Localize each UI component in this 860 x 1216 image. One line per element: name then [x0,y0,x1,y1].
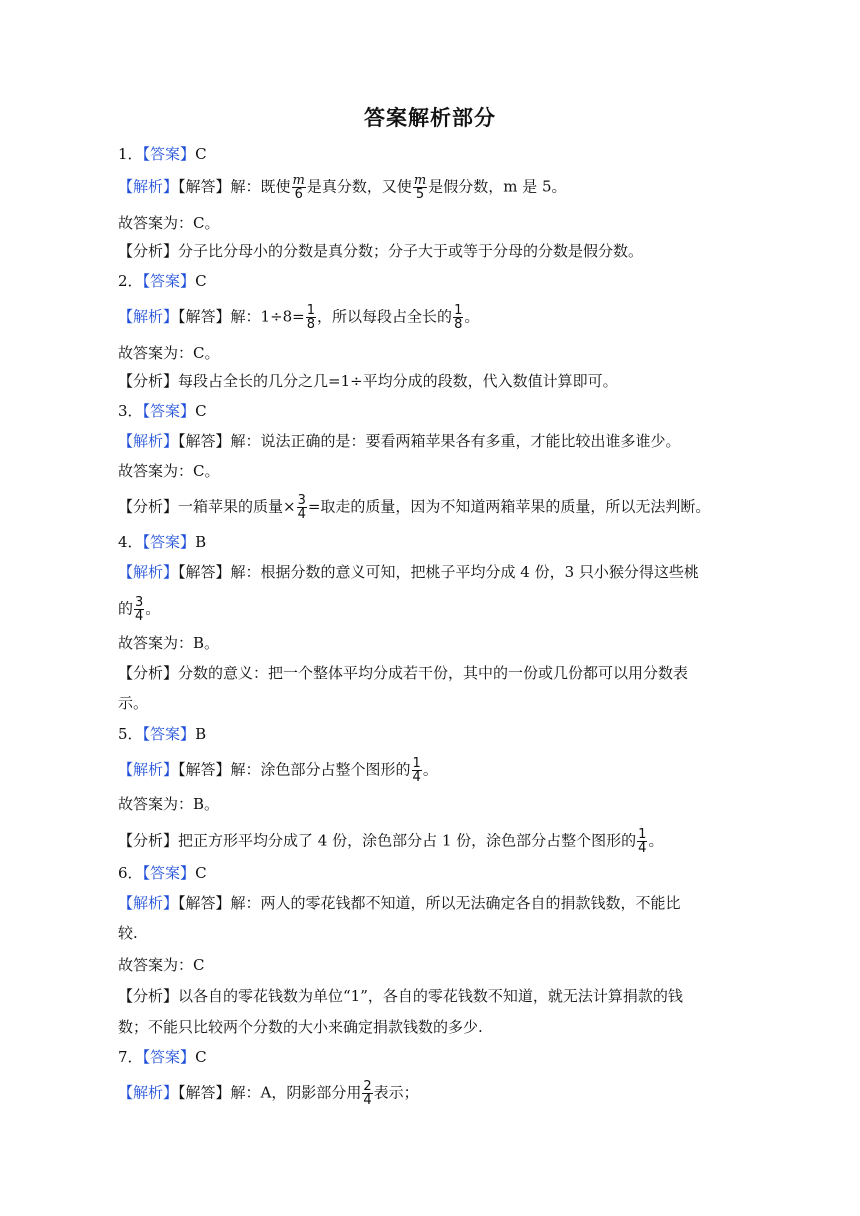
q2-answer-line [118,270,742,292]
analysis-tag: 【解析】 [118,760,179,779]
question-number: 6． [118,864,143,882]
question-number: 3． [118,402,143,420]
solution-text: 解：1÷8= [230,307,305,326]
solution-text: ，所以每段占全长的 [317,307,453,326]
fraction [362,1080,372,1107]
q3-result: 故答案为：C。 [118,462,220,480]
q2-result: 故答案为：C。 [118,344,220,362]
denominator: 8 [306,317,316,332]
denominator: 4 [297,507,306,522]
q6-solution-line [118,892,742,914]
fraction [412,757,422,784]
answer-value: C [195,1048,207,1066]
denominator: 4 [135,609,144,624]
q7-solution-line [118,1080,742,1107]
fraction [292,174,306,201]
answer-tag: 【答案】 [142,725,196,743]
q4-answer-line [118,531,742,553]
q3-analysis [118,494,742,521]
q1-analysis: 【分析】分子比分母小的分数是真分数；分子大于或等于分母的分数是假分数。 [118,242,644,260]
solution-text: 解：A，阴影部分用 [230,1083,362,1102]
q4-analysis-2: 示。 [118,694,149,712]
answer-tag: 【答案】 [142,864,196,882]
analysis-text: 【分析】把正方形平均分成了 4 份，涂色部分占 1 份，涂色部分占整个图形的 [118,831,637,850]
analysis-tag: 【解析】 [118,1083,179,1102]
solution-text: 解：两人的零花钱都不知道，所以无法确定各自的捐款钱数，不能比 [230,894,681,912]
fraction [453,304,463,331]
page-title: 答案解析部分 [364,106,496,130]
numerator: m [413,173,427,188]
denominator: 4 [638,841,647,856]
analysis-tag: 【解析】 [118,177,179,196]
q4-analysis: 【分析】分数的意义：把一个整体平均分成若干份，其中的一份或几份都可以用分数表 [118,664,689,682]
numerator: 2 [363,1079,372,1094]
fraction [134,596,144,623]
question-number: 7． [118,1048,143,1066]
solution-tag: 【解答】 [178,760,231,779]
numerator: 1 [306,303,316,318]
answer-tag: 【答案】 [142,402,196,420]
numerator: 1 [412,756,421,771]
q6-result: 故答案为：C [118,956,205,974]
q4-result: 故答案为：B。 [118,634,220,652]
numerator: 3 [297,493,306,508]
q2-analysis: 【分析】每段占全长的几分之几=1÷平均分成的段数，代入数值计算即可。 [118,372,618,390]
answer-tag: 【答案】 [142,272,196,290]
q6-analysis: 【分析】以各自的零花钱数为单位“1”，各自的零花钱数不知道，就无法计算捐款的钱 [118,987,683,1005]
analysis-tag: 【解析】 [118,563,179,581]
numerator: 1 [638,827,647,842]
denominator: 4 [363,1093,372,1108]
solution-text: 表示； [373,1083,419,1102]
analysis-tag: 【解析】 [118,894,179,912]
solution-text: 解：根据分数的意义可知，把桃子平均分成 4 份，3 只小猴分得这些桃 [230,563,699,581]
solution-text: 。 [422,760,438,779]
q3-answer-line [118,400,742,422]
answer-value: B [195,533,207,551]
q5-solution-line [118,757,742,784]
solution-text: 。 [145,599,161,618]
solution-text: 是真分数，又使 [306,177,412,196]
analysis-text: =取走的质量，因为不知道两箱苹果的质量，所以无法判断。 [307,497,711,516]
q4-solution-line [118,561,742,583]
q5-answer-line [118,723,742,745]
solution-text: 解：涂色部分占整个图形的 [230,760,411,779]
denominator: 5 [415,187,425,202]
question-number: 5． [118,725,143,743]
answer-value: C [195,864,207,882]
question-number: 1． [118,145,143,163]
denominator: 6 [294,187,303,202]
solution-tag: 【解答】 [178,894,231,912]
q7-answer-line [118,1046,742,1068]
answer-value: B [195,725,207,743]
fraction [413,174,427,201]
numerator: 1 [454,303,463,318]
answer-tag: 【答案】 [142,1048,196,1066]
analysis-tag: 【解析】 [118,307,179,326]
fraction [637,828,647,855]
q1-solution-line [118,174,742,201]
solution-text: 。 [464,307,480,326]
q4-solution-line-2 [118,596,742,623]
answer-tag: 【答案】 [142,533,196,551]
analysis-text: 【分析】一箱苹果的质量× [118,497,296,516]
fraction [297,494,307,521]
fraction [306,304,316,331]
numerator: 3 [135,595,144,610]
numerator: m [292,173,305,188]
q6-solution-line-2: 较. [118,924,138,942]
analysis-text: 。 [648,831,664,850]
solution-tag: 【解答】 [178,1083,231,1102]
q3-solution-line [118,430,742,452]
solution-text: 解：既使 [230,177,291,196]
denominator: 8 [454,317,463,332]
q6-analysis-2: 数；不能只比较两个分数的大小来确定捐款钱数的多少. [118,1018,483,1036]
analysis-tag: 【解析】 [118,432,179,450]
answer-value: C [195,272,207,290]
answer-value: C [195,402,207,420]
q6-answer-line [118,862,742,884]
q1-result: 故答案为：C。 [118,214,220,232]
solution-tag: 【解答】 [178,307,231,326]
solution-text: 是假分数，m 是 5。 [428,177,567,196]
solution-text: 的 [118,599,134,618]
question-number: 2． [118,272,143,290]
solution-tag: 【解答】 [178,432,231,450]
q2-solution-line [118,304,742,331]
q5-result: 故答案为：B。 [118,795,220,813]
answer-value: C [195,145,207,163]
q5-analysis [118,828,742,855]
denominator: 4 [412,770,421,785]
q1-answer-line [118,143,742,165]
solution-tag: 【解答】 [178,563,231,581]
question-number: 4． [118,533,143,551]
solution-tag: 【解答】 [178,177,231,196]
answer-tag: 【答案】 [142,145,196,163]
solution-text: 解：说法正确的是：要看两箱苹果各有多重，才能比较出谁多谁少。 [230,432,681,450]
